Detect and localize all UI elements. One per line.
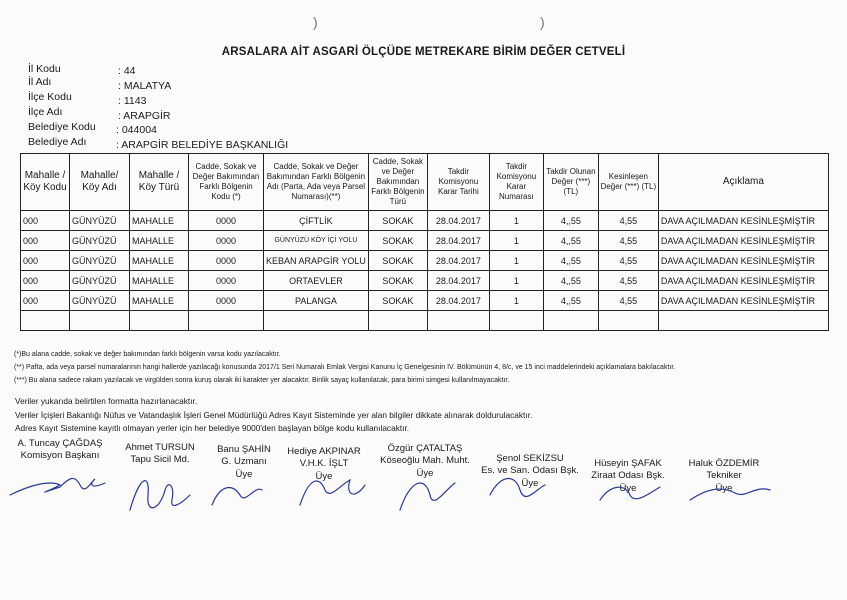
cell-kesinlesen-deger: 4,55 [598,291,658,311]
cell-bolge-adi: ÇİFTLİK [264,211,369,231]
column-header: Mahalle / Köy Kodu [21,154,70,211]
verification-line-2: Veriler İçişleri Bakanlığı Nüfus ve Vatandaşlık İşleri Genel Müdürlüğü Adres Kayıt Sisteminde yer alan bilgiler dikkate alınarak doldurulacaktır. [15,410,533,420]
cell-aciklama: DAVA AÇILMADAN KESİNLEŞMİŞTİR [658,211,828,231]
cell-bolge-turu: SOKAK [368,211,427,231]
il-kodu-value: : 44 [118,65,136,77]
cell-kesinlesen-deger: 4,55 [598,211,658,231]
cell-mahalle-kodu: 000 [21,271,70,291]
signature-scribble-7 [600,487,660,500]
footnote-2: (**) Pafta, ada veya parsel numaralarının hangi hallerde yazılacağı konusunda 2017/1 Seri Numaralı Emlak Vergisi Kanunu İç Genelgesinin IV. Bölümünün 4, 8/c, ve 15 inci maddelerindeki açıklamalara bakılacaktır. [14,364,676,371]
cell-karar-tarihi: 28.04.2017 [427,231,489,251]
cell-karar-numarasi: 1 [489,231,543,251]
column-header: Mahalle/ Köy Adı [70,154,130,211]
cell-empty [70,311,130,331]
table-row [21,231,829,251]
signature-scribble-4 [300,480,365,505]
cell-bolge-turu: SOKAK [368,251,427,271]
cell-empty [427,311,489,331]
cell-kesinlesen-deger: 4,55 [598,251,658,271]
ilce-kodu-value: : 1143 [118,95,147,107]
cell-karar-numarasi: 1 [489,291,543,311]
signatory-role: V.H.K. İŞLT [299,458,349,470]
cell-bolge-kodu: 0000 [189,211,264,231]
table-row [21,211,829,231]
cell-mahalle-kodu: 000 [21,231,70,251]
cell-aciklama: DAVA AÇILMADAN KESİNLEŞMİŞTİR [658,251,828,271]
column-header: Takdir Olunan Değer (***) (TL) [543,154,598,211]
cell-empty [264,311,369,331]
cell-mahalle-turu: MAHALLE [130,211,189,231]
signature-scribble-1 [10,478,105,495]
cell-bolge-turu: SOKAK [368,271,427,291]
column-header: Kesinleşen Değer (***) (TL) [598,154,658,211]
signatory-role: Komisyon Başkanı [20,450,100,462]
signature-scribble-5 [400,483,455,510]
cell-empty [130,311,189,331]
cell-aciklama: DAVA AÇILMADAN KESİNLEŞMİŞTİR [658,231,828,251]
ilce-adi-label: İlçe Adı [28,106,63,118]
column-header: Takdir Komisyonu Karar Numarası [489,154,543,211]
cell-karar-numarasi: 1 [489,211,543,231]
cell-kesinlesen-deger: 4,55 [598,231,658,251]
cell-takdir-degeri: 4,,55 [543,251,598,271]
document-title: ARSALARA AİT ASGARİ ÖLÇÜDE METREKARE BİRİM DEĞER CETVELİ [221,46,626,58]
cell-empty [489,311,543,331]
cell-bolge-adi: ORTAEVLER [264,271,369,291]
cell-bolge-turu: SOKAK [368,231,427,251]
cell-empty [598,311,658,331]
cell-mahalle-kodu: 000 [21,291,70,311]
scan-mark-left: ) [313,14,318,30]
column-header: Açıklama [658,154,828,211]
column-header: Cadde, Sokak ve Değer Bakımından Farklı Bölgenin Adı (Parta, Ada veya Parsel Numarası)(**) [264,154,369,211]
signatory-name: A. Tuncay ÇAĞDAŞ [17,438,103,449]
cell-mahalle-adi: GÜNYÜZÜ [70,211,130,231]
cell-aciklama: DAVA AÇILMADAN KESİNLEŞMİŞTİR [658,271,828,291]
table-row [21,291,829,311]
cell-bolge-kodu: 0000 [189,271,264,291]
cell-takdir-degeri: 4,,55 [543,271,598,291]
cell-bolge-adi: GÜNYÜZÜ KÖY İÇİ YOLU [264,231,369,251]
cell-aciklama: DAVA AÇILMADAN KESİNLEŞMİŞTİR [658,291,828,311]
signatory-role: Tekniker [706,470,742,482]
signatory-role: Es. ve San. Odası Bşk. [481,465,579,477]
signatory-role: Köseoğlu Mah. Muht. [380,455,470,467]
cell-empty [21,311,70,331]
footnote-1: (*)Bu alana cadde, sokak ve değer bakımından farklı bölgenin varsa kodu yazılacaktır. [14,351,281,358]
ilce-kodu-label: İlçe Kodu [28,91,72,103]
signatory-role: Üye [315,470,333,482]
table-row [21,251,829,271]
cell-karar-tarihi: 28.04.2017 [427,291,489,311]
cell-karar-tarihi: 28.04.2017 [427,251,489,271]
cell-empty [543,311,598,331]
signatory-role: Üye [715,482,733,494]
table-row-empty [21,311,829,331]
table-row [21,271,829,291]
cell-karar-numarasi: 1 [489,251,543,271]
cell-mahalle-turu: MAHALLE [130,291,189,311]
signatory-role: G. Uzmanı [221,456,267,468]
cell-empty [368,311,427,331]
handwritten-signatures [0,455,847,545]
cell-bolge-adi: PALANGA [264,291,369,311]
il-adi-label: İl Adı [28,76,52,88]
cell-empty [658,311,828,331]
il-adi-value: : MALATYA [118,80,172,92]
signatory-name: Hüseyin ŞAFAK [594,458,662,469]
cell-bolge-kodu: 0000 [189,251,264,271]
footnote-3: (***) Bu alana sadece rakam yazılacak ve virgülden sonra kuruş olarak iki karakter yer alacaktır. Binlik sayaç kullanılacak, para birimi simgesi kullanılmayacaktır. [14,377,510,384]
cell-bolge-kodu: 0000 [189,231,264,251]
cell-karar-numarasi: 1 [489,271,543,291]
ilce-adi-value: : ARAPGİR [118,110,171,122]
signatory-name: Hediye AKPINAR [287,446,361,457]
cell-mahalle-turu: MAHALLE [130,271,189,291]
table-header-row [21,154,829,211]
signatory-role: Ziraat Odası Bşk. [591,470,665,482]
signatory-name: Özgür ÇATALTAŞ [387,443,463,454]
cell-kesinlesen-deger: 4,55 [598,271,658,291]
signatory-name: Banu ŞAHİN [217,444,271,455]
signatory-role: Üye [619,482,637,494]
cell-takdir-degeri: 4,,55 [543,291,598,311]
scan-mark-right: ) [540,14,545,30]
column-header: Cadde, Sokak ve Değer Bakımından Farklı Bölgenin Türü [368,154,427,211]
cell-empty [189,311,264,331]
cell-mahalle-turu: MAHALLE [130,231,189,251]
cell-mahalle-adi: GÜNYÜZÜ [70,291,130,311]
column-header: Cadde, Sokak ve Değer Bakımından Farklı Bölgenin Kodu (*) [189,154,264,211]
cell-mahalle-adi: GÜNYÜZÜ [70,231,130,251]
belediye-adi-label: Belediye Adı [28,136,87,148]
cell-mahalle-adi: GÜNYÜZÜ [70,271,130,291]
cell-bolge-kodu: 0000 [189,291,264,311]
cell-mahalle-kodu: 000 [21,211,70,231]
signatory-role: Üye [416,467,434,479]
cell-mahalle-kodu: 000 [21,251,70,271]
signatory-role: Tapu Sicil Md. [130,454,190,466]
signatory-role: Üye [235,468,253,480]
signature-scribble-3 [212,488,262,505]
signatory-name: Haluk ÖZDEMİR [688,458,760,469]
signatory-name: Şenol SEKİZSU [496,453,564,464]
cell-mahalle-turu: MAHALLE [130,251,189,271]
signature-scribble-2 [130,481,190,510]
signatory-role: Üye [521,477,539,489]
cell-bolge-adi: KEBAN ARAPGİR YOLU [264,251,369,271]
value-table [20,153,829,331]
cell-karar-tarihi: 28.04.2017 [427,211,489,231]
cell-takdir-degeri: 4,,55 [543,211,598,231]
signature-scribble-8 [690,489,770,500]
cell-bolge-turu: SOKAK [368,291,427,311]
signatory-name: Ahmet TURSUN [125,442,195,453]
cell-takdir-degeri: 4,,55 [543,231,598,251]
cell-mahalle-adi: GÜNYÜZÜ [70,251,130,271]
column-header: Mahalle / Köy Türü [130,154,189,211]
signature-scribble-6 [490,479,545,497]
belediye-adi-value: : ARAPGİR BELEDİYE BAŞKANLIĞI [116,139,289,151]
verification-line-1: Veriler yukarıda belirtilen formatta hazırlanacaktır. [15,396,198,406]
il-kodu-label: İl Kodu [28,63,61,75]
verification-line-3: Adres Kayıt Sistemine kayıtlı olmayan yerler için her belediye 9000'den başlayan bölge kodu kullanılacaktır. [15,423,410,433]
cell-karar-tarihi: 28.04.2017 [427,271,489,291]
column-header: Takdir Komisyonu Karar Tarihi [427,154,489,211]
belediye-kodu-value: : 044004 [116,124,157,136]
belediye-kodu-label: Belediye Kodu [28,121,96,133]
